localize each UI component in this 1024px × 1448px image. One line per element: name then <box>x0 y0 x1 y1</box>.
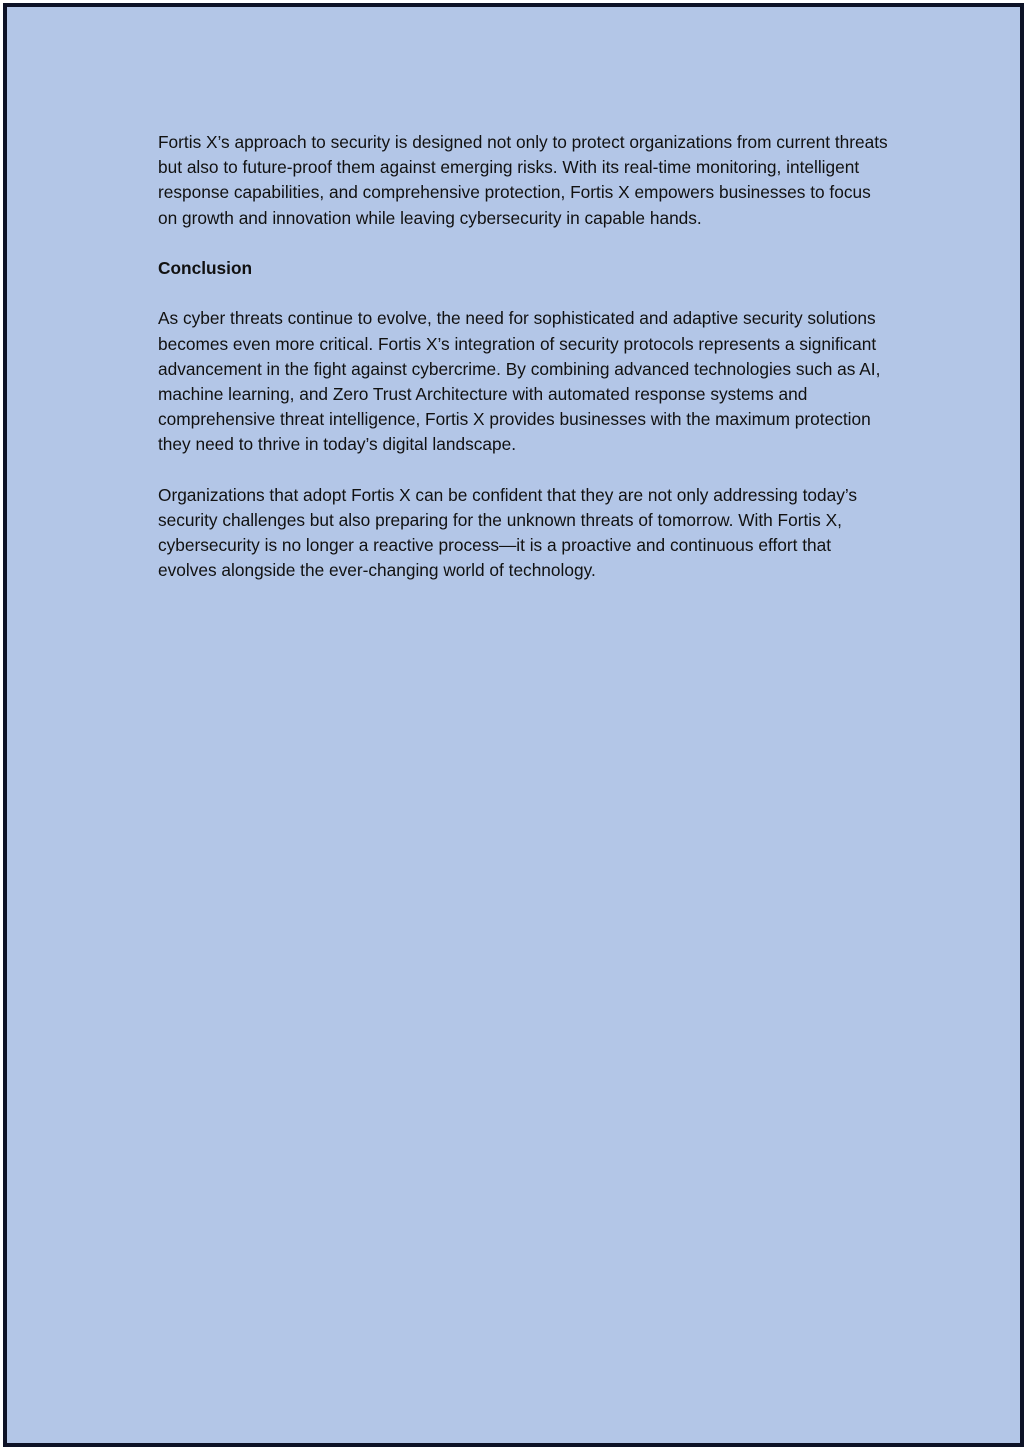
conclusion-paragraph: As cyber threats continue to evolve, the need for sophisticated and adaptive security solutions becomes even more critical. Fortis X’s integration of security protocols represents a significant advancement in the fight against cybercrime. By combining advanced technologies such as AI, machine learning, and Zero Trust Architecture with automated response systems and comprehensive threat intelligence, Fortis X provides businesses with the maximum protection they need to thrive in today’s digital landscape. <box>158 308 881 455</box>
document-page <box>3 3 1024 1447</box>
conclusion-heading: Conclusion <box>158 258 253 278</box>
intro-paragraph: Fortis X’s approach to security is designed not only to protect organizations from current threats but also to future-proof them against emerging risks. With its real-time monitoring, intelligent response capabilities, and comprehensive protection, Fortis X empowers businesses to focus on growth and innovation while leaving cybersecurity in capable hands. <box>158 132 888 228</box>
conclusion-paragraph: Organizations that adopt Fortis X can be confident that they are not only addressing today’s security challenges but also preparing for the unknown threats of tomorrow. With Fortis X, cybersecurity is no longer a reactive process—it is a proactive and continuous effort that evolves alongside the ever-changing world of technology. <box>158 484 858 581</box>
document-body <box>158 130 888 609</box>
